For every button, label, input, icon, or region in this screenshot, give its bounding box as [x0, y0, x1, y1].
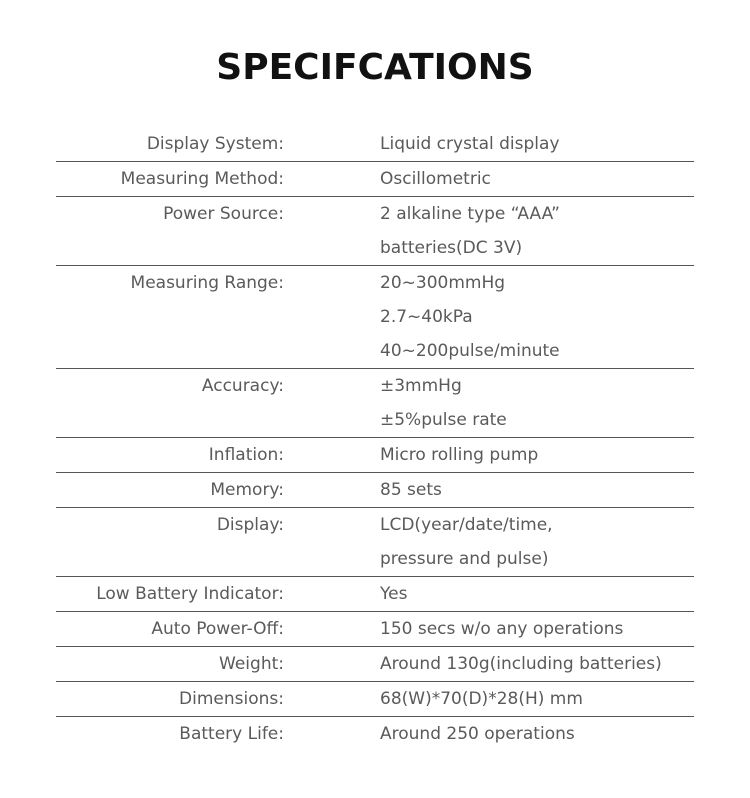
spec-row: [56, 197, 694, 266]
spec-label: Display System:: [146, 134, 284, 154]
spec-value: 20~300mmHg: [380, 273, 506, 293]
spec-values: [380, 647, 694, 681]
spec-value: 40~200pulse/minute: [380, 341, 560, 361]
spec-values: [380, 162, 694, 196]
spec-value: Liquid crystal display: [380, 134, 560, 154]
spec-row: [56, 369, 694, 438]
spec-value: Around 130g(including batteries): [380, 654, 662, 674]
spec-value: 85 sets: [380, 480, 442, 500]
spec-row: [56, 717, 694, 751]
spec-label: Accuracy:: [201, 376, 284, 396]
spec-row: [56, 577, 694, 612]
spec-value: Yes: [380, 584, 408, 604]
spec-value: ±3mmHg: [380, 376, 462, 396]
spec-row: [56, 473, 694, 508]
spec-value: 2.7~40kPa: [380, 307, 473, 327]
spec-value: 2 alkaline type “AAA”: [380, 204, 560, 224]
spec-value: LCD(year/date/time,: [380, 515, 553, 535]
spec-label: Measuring Range:: [130, 273, 284, 293]
spec-value: batteries(DC 3V): [380, 238, 523, 258]
spec-row: [56, 127, 694, 162]
spec-values: [380, 577, 694, 611]
spec-values: [380, 508, 694, 576]
spec-label: Auto Power-Off:: [151, 619, 284, 639]
spec-values: [380, 369, 694, 437]
spec-row: [56, 438, 694, 473]
spec-table: [56, 127, 694, 751]
spec-values: [380, 682, 694, 716]
spec-label: Weight:: [219, 654, 284, 674]
spec-row: [56, 508, 694, 577]
spec-label: Memory:: [210, 480, 284, 500]
spec-value: Oscillometric: [380, 169, 491, 189]
spec-value: Micro rolling pump: [380, 445, 539, 465]
spec-row: [56, 647, 694, 682]
spec-label: Display:: [216, 515, 284, 535]
spec-values: [380, 127, 694, 161]
spec-values: [380, 717, 694, 751]
spec-row: [56, 266, 694, 369]
spec-value: 68(W)*70(D)*28(H) mm: [380, 689, 583, 709]
spec-value: pressure and pulse): [380, 549, 549, 569]
spec-label: Battery Life:: [179, 724, 284, 744]
spec-row: [56, 682, 694, 717]
page-title: SPECIFCATIONS: [216, 47, 534, 88]
spec-values: [380, 438, 694, 472]
spec-value: 150 secs w/o any operations: [380, 619, 624, 639]
spec-label: Inflation:: [208, 445, 284, 465]
spec-label: Dimensions:: [179, 689, 284, 709]
spec-label: Measuring Method:: [120, 169, 284, 189]
spec-values: [380, 473, 694, 507]
spec-values: [380, 612, 694, 646]
spec-value: ±5%pulse rate: [380, 410, 507, 430]
spec-label: Low Battery Indicator:: [96, 584, 284, 604]
spec-values: [380, 197, 694, 265]
spec-row: [56, 612, 694, 647]
spec-label: Power Source:: [163, 204, 284, 224]
spec-row: [56, 162, 694, 197]
spec-value: Around 250 operations: [380, 724, 575, 744]
spec-values: [380, 266, 694, 368]
